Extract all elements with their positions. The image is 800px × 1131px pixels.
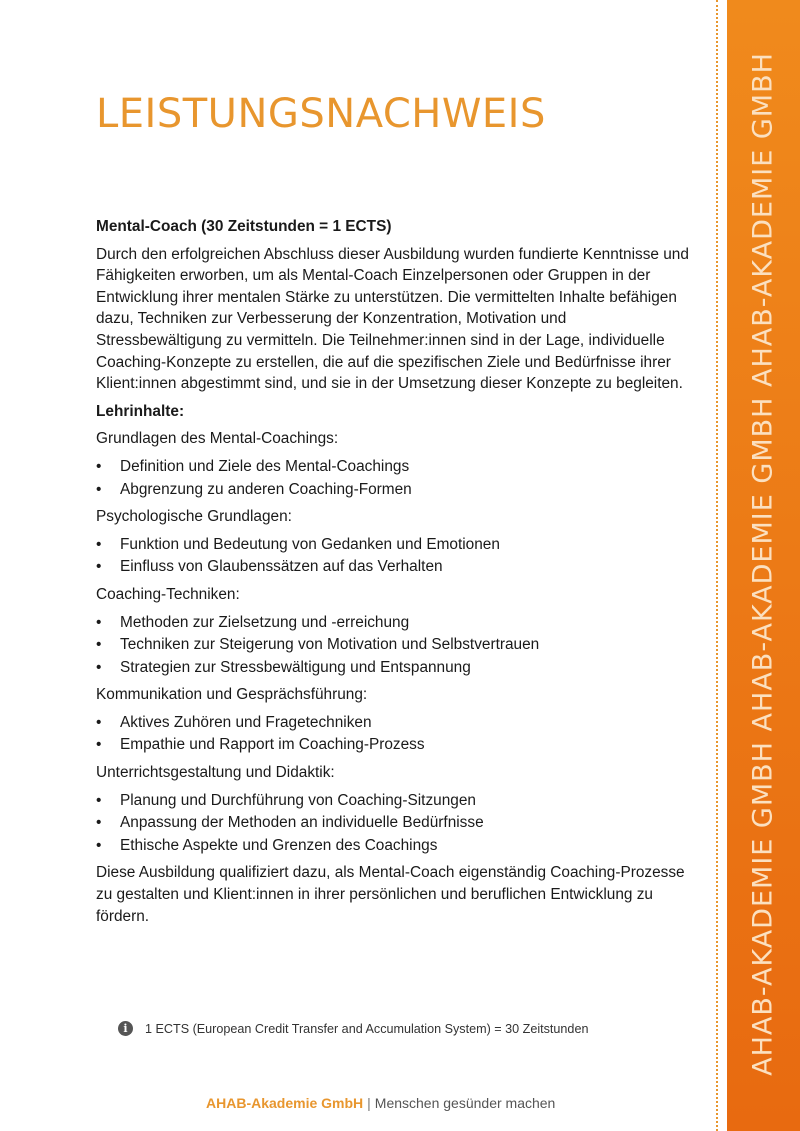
info-icon: i — [118, 1021, 133, 1036]
bullet-list — [96, 612, 696, 679]
footer-brand: AHAB-Akademie GmbH — [206, 1095, 364, 1111]
list-item: • Techniken zur Steigerung von Motivation und Selbstvertrauen — [96, 634, 696, 656]
list-item: • Methoden zur Zielsetzung und -erreichung — [96, 612, 696, 634]
list-item: • Anpassung der Methoden an individuelle Bedürfnisse — [96, 812, 696, 834]
bullet-icon: • — [96, 636, 102, 654]
bullet-icon: • — [96, 713, 102, 731]
list-item: • Funktion und Bedeutung von Gedanken und Emotionen — [96, 534, 696, 556]
bullet-icon: • — [96, 658, 102, 676]
document-body — [96, 216, 696, 933]
list-item: • Empathie und Rapport im Coaching-Prozess — [96, 734, 696, 756]
side-banner — [727, 0, 800, 1131]
section-title: Psychologische Grundlagen: — [96, 508, 292, 526]
bullet-list — [96, 534, 696, 578]
course-heading: Mental-Coach (30 Zeitstunden = 1 ECTS) — [96, 218, 392, 235]
list-item: • Strategien zur Stressbewältigung und Entspannung — [96, 657, 696, 679]
section-title: Grundlagen des Mental-Coachings: — [96, 430, 339, 448]
dotted-divider — [716, 0, 718, 1131]
section-title: Coaching-Techniken: — [96, 585, 240, 603]
list-item: • Abgrenzung zu anderen Coaching-Formen — [96, 479, 696, 501]
side-banner-text: AHAB-AKADEMIE GMBH AHAB-AKADEMIE GMBH AHAB-AKADEMIE GMBH — [747, 52, 779, 1076]
bullet-icon: • — [96, 791, 102, 809]
footer-tagline: Menschen gesünder machen — [374, 1095, 556, 1111]
list-item: • Einfluss von Glaubenssätzen auf das Verhalten — [96, 556, 696, 578]
page-title: LEISTUNGSNACHWEIS — [96, 91, 546, 137]
bullet-list — [96, 456, 696, 500]
list-item: • Aktives Zuhören und Fragetechniken — [96, 712, 696, 734]
list-item: • Planung und Durchführung von Coaching-Sitzungen — [96, 790, 696, 812]
footer-separator: | — [367, 1095, 371, 1111]
footer — [206, 1095, 555, 1111]
ects-note — [118, 1021, 588, 1036]
bullet-icon: • — [96, 814, 102, 832]
section-title: Kommunikation und Gesprächsführung: — [96, 686, 368, 704]
bullet-icon: • — [96, 736, 102, 754]
conclusion-paragraph: Diese Ausbildung qualifiziert dazu, als Mental-Coach eigenständig Coaching-Prozesse zu gestalten und Klient:innen in ihrer persönlichen und beruflichen Entwicklung zu fördern. — [96, 864, 685, 925]
bullet-icon: • — [96, 535, 102, 553]
bullet-icon: • — [96, 613, 102, 631]
bullet-list — [96, 712, 696, 756]
bullet-icon: • — [96, 457, 102, 475]
list-item: • Ethische Aspekte und Grenzen des Coachings — [96, 835, 696, 857]
ects-note-text: 1 ECTS (European Credit Transfer and Accumulation System) = 30 Zeitstunden — [145, 1021, 589, 1036]
section-title: Unterrichtsgestaltung und Didaktik: — [96, 764, 335, 782]
contents-heading: Lehrinhalte: — [96, 402, 185, 420]
bullet-icon: • — [96, 558, 102, 576]
bullet-icon: • — [96, 836, 102, 854]
intro-paragraph: Durch den erfolgreichen Abschluss dieser Ausbildung wurden fundierte Kenntnisse und Fähigkeiten erworben, um als Mental-Coach Einzelpersonen oder Gruppen in der Entwicklung ihrer mentalen Stärke zu unterstützen. Die vermittelten Inhalte befähigen dazu, Techniken zur Verbesserung der Konzentration, Motivation und Stressbewältigung zu vermitteln. Die Teilnehmer:innen sind in der Lage, individuelle Coaching-Konzepte zu erstellen, die auf die spezifischen Ziele und Bedürfnisse ihrer Klient:innen abgestimmt sind, und sie in der Umsetzung dieser Konzepte zu begleiten. — [96, 245, 689, 393]
bullet-list — [96, 790, 696, 857]
bullet-icon: • — [96, 480, 102, 498]
list-item: • Definition und Ziele des Mental-Coachings — [96, 456, 696, 478]
